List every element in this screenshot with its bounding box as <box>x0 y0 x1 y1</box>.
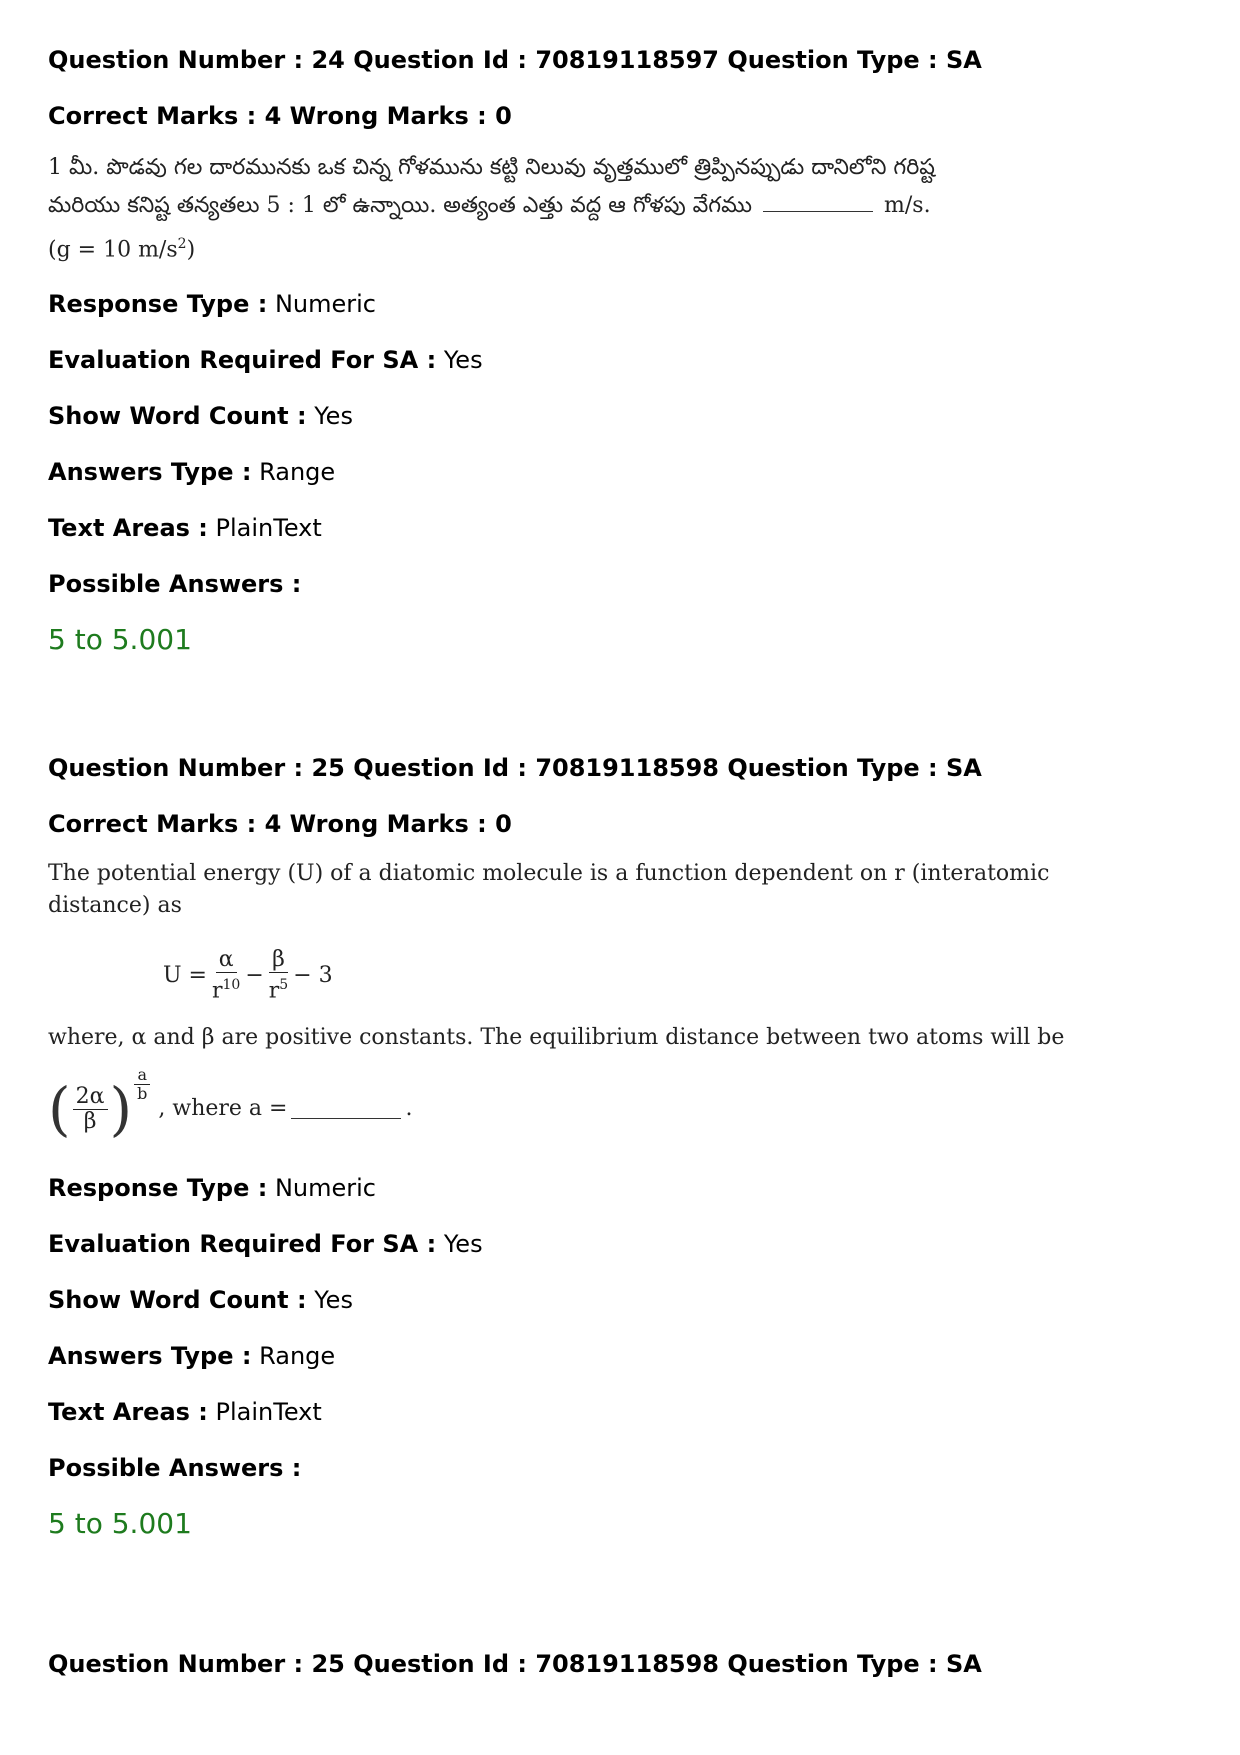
answer-expression <box>48 1064 1148 1154</box>
left-paren: ( <box>48 1075 71 1143</box>
eq-den-r10-base: r <box>211 978 223 1004</box>
eq-den-r5-exp: 5 <box>279 977 289 994</box>
question-line-2-text: మరియు కనిష్ట తన్యతలు 5 : 1 లో ఉన్నాయి. అత్యంత ఎత్తు వద్ద ఆ గోళపు వేగము <box>48 193 753 218</box>
question-25 <box>48 752 1148 1542</box>
text-areas-label: Text Areas : <box>48 1398 208 1426</box>
question-header: Question Number : 24 Question Id : 70819118597 Question Type : SA <box>48 46 982 74</box>
evaluation-value: Yes <box>443 346 483 375</box>
answers-type <box>48 456 1148 488</box>
question-unit: m/s. <box>884 193 931 218</box>
question-24 <box>48 44 1148 658</box>
right-paren: ) <box>109 1075 133 1143</box>
eq-den-r10 <box>209 973 243 1003</box>
question-text <box>48 858 1148 1154</box>
evaluation-required <box>48 344 1148 376</box>
question-line-3: where, α and β are positive constants. The equilibrium distance between two atoms will be <box>48 1025 1065 1050</box>
answers-type-label: Answers Type : <box>48 1342 252 1370</box>
possible-answers-label: Possible Answers : <box>48 1454 302 1482</box>
response-type-value: Numeric <box>274 290 376 319</box>
answer-blank <box>291 1100 401 1119</box>
eq-num-beta: β <box>269 948 288 973</box>
evaluation-required <box>48 1228 1148 1260</box>
exponent-den: b <box>137 1084 148 1103</box>
expr-exponent <box>134 1066 150 1103</box>
question-line-2: distance) as <box>48 893 182 918</box>
question-25-repeat <box>48 1648 1148 1680</box>
marks-line: Correct Marks : 4 Wrong Marks : 0 <box>48 810 512 838</box>
eq-num-alpha: α <box>216 948 237 973</box>
question-line-1: The potential energy (U) of a diatomic molecule is a function dependent on r (interatomic <box>48 861 1050 886</box>
eq-lhs: U = <box>163 963 207 988</box>
possible-answers-value: 5 to 5.001 <box>48 1507 192 1540</box>
response-type-label: Response Type : <box>48 1174 268 1202</box>
word-count-value: Yes <box>314 1286 353 1314</box>
eq-minus: − <box>245 963 264 988</box>
expr-num: 2α <box>73 1085 108 1110</box>
eq-den-r5 <box>266 973 291 1003</box>
eq-fraction-beta <box>266 948 291 1003</box>
expr-den: β <box>83 1108 97 1134</box>
show-word-count <box>48 1284 1148 1316</box>
question-text <box>48 152 1148 266</box>
evaluation-label: Evaluation Required For SA : <box>48 1230 437 1258</box>
answers-type-value: Range <box>259 458 336 487</box>
show-word-count <box>48 400 1148 432</box>
question-line-1: 1 మీ. పొడవు గల దారమునకు ఒక చిన్న గోళమును కట్టి నిలువు వృత్తములో త్రిప్పినప్పుడు దానిలోని గరిష్ట <box>48 155 935 180</box>
period: . <box>405 1096 413 1121</box>
evaluation-label: Evaluation Required For SA : <box>48 346 437 375</box>
eq-fraction-alpha <box>209 948 243 1003</box>
marks-line: Correct Marks : 4 Wrong Marks : 0 <box>48 102 512 130</box>
evaluation-value: Yes <box>443 1230 483 1258</box>
gravity-exponent: 2 <box>177 236 187 252</box>
where-text: , where a = <box>158 1096 288 1121</box>
answer-blank <box>763 193 873 212</box>
potential-equation <box>163 940 1148 1012</box>
question-line-2 <box>48 190 1148 222</box>
eq-den-r10-exp: 10 <box>222 977 241 994</box>
text-areas <box>48 512 1148 544</box>
gravity-close: ) <box>186 237 196 263</box>
word-count-label: Show Word Count : <box>48 1286 307 1314</box>
text-areas-value: PlainText <box>215 1398 322 1426</box>
question-line-3 <box>48 228 1148 266</box>
exponent-num: a <box>134 1066 150 1085</box>
answers-type <box>48 1340 1148 1372</box>
possible-answers-label: Possible Answers : <box>48 570 302 599</box>
expr-fraction <box>73 1085 108 1134</box>
response-type-label: Response Type : <box>48 290 268 319</box>
response-type <box>48 1172 1148 1204</box>
answers-type-value: Range <box>259 1342 336 1370</box>
text-areas <box>48 1396 1148 1428</box>
response-type-value: Numeric <box>274 1174 376 1202</box>
question-header: Question Number : 25 Question Id : 70819118598 Question Type : SA <box>48 754 982 782</box>
possible-answers-value: 5 to 5.001 <box>48 623 192 657</box>
word-count-label: Show Word Count : <box>48 402 307 431</box>
gravity-text: (g = 10 m/s <box>48 237 178 263</box>
text-areas-value: PlainText <box>215 514 322 543</box>
word-count-value: Yes <box>314 402 353 431</box>
response-type <box>48 288 1148 320</box>
question-header: Question Number : 25 Question Id : 70819118598 Question Type : SA <box>48 1650 982 1678</box>
eq-den-r5-base: r <box>268 978 280 1004</box>
eq-tail: − 3 <box>293 963 333 988</box>
text-areas-label: Text Areas : <box>48 514 208 543</box>
answers-type-label: Answers Type : <box>48 458 252 487</box>
